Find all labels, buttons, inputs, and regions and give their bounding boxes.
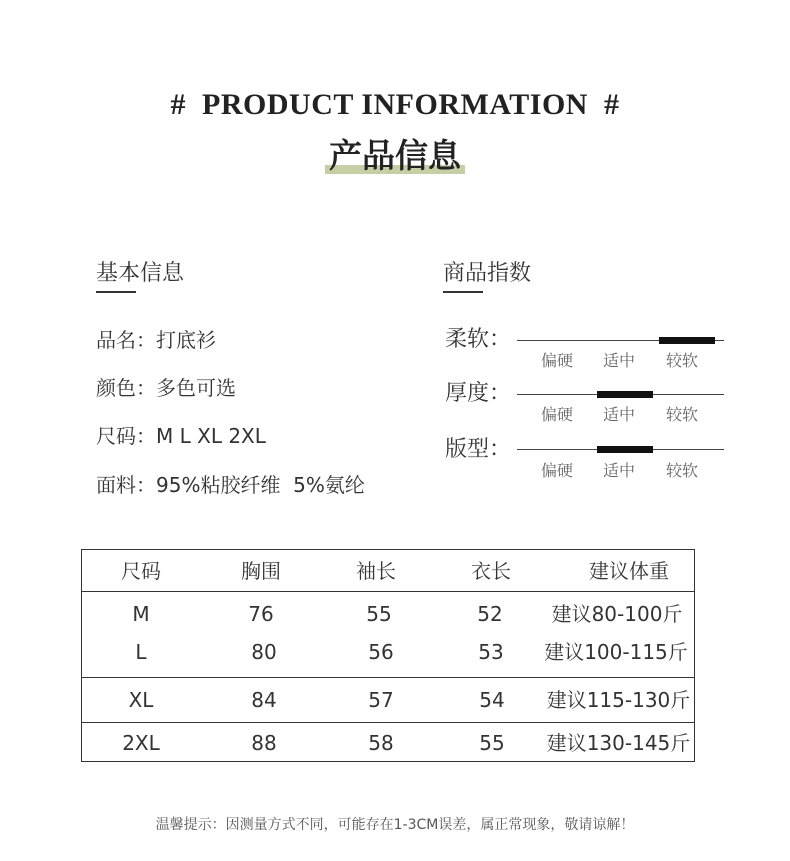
table-cell-length: 55 <box>479 731 505 755</box>
index-marker-softness <box>659 337 715 344</box>
table-cell-chest: 84 <box>251 688 277 712</box>
scale-label-soft: 较软 <box>665 405 698 424</box>
table-cell-chest: 88 <box>251 731 277 755</box>
table-divider <box>82 591 694 592</box>
table-cell-weight: 建议100-115斤 <box>544 640 688 664</box>
table-cell-size: L <box>135 640 147 664</box>
basic-info-underline <box>96 291 136 293</box>
info-row-fabric: 面料：95%粘胶纤维 5%氨纶 <box>96 473 365 497</box>
table-cell-length: 54 <box>479 688 505 712</box>
info-row-size: 尺码：M L XL 2XL <box>96 424 266 448</box>
table-cell-weight: 建议130-145斤 <box>546 731 691 755</box>
scale-label-soft: 较软 <box>665 461 698 480</box>
table-cell-size: M <box>132 602 150 626</box>
table-cell-size: XL <box>128 688 154 712</box>
table-cell-weight: 建议115-130斤 <box>546 688 691 712</box>
index-marker-fit <box>597 446 653 453</box>
info-row-name: 品名：打底衫 <box>96 328 216 352</box>
scale-label-soft: 较软 <box>665 351 698 370</box>
index-label-fit: 版型： <box>445 437 512 462</box>
table-header-sleeve: 袖长 <box>356 559 396 583</box>
table-cell-sleeve: 58 <box>368 731 394 755</box>
scale-label-hard: 偏硬 <box>540 405 573 424</box>
chinese-title-text: 产品信息 <box>329 136 461 175</box>
table-cell-length: 53 <box>478 640 504 664</box>
table-cell-size: 2XL <box>122 731 160 755</box>
table-cell-sleeve: 56 <box>368 640 394 664</box>
basic-info-heading: 基本信息 <box>96 261 185 286</box>
product-index-underline <box>443 291 483 293</box>
scale-label-medium: 适中 <box>602 405 635 424</box>
product-index-heading: 商品指数 <box>443 261 532 286</box>
table-cell-sleeve: 57 <box>368 688 394 712</box>
english-title: # PRODUCT INFORMATION # <box>170 88 620 121</box>
table-divider <box>82 722 694 723</box>
table-header-size: 尺码 <box>121 559 161 583</box>
chinese-title-wrap <box>0 136 790 176</box>
chinese-title <box>325 136 465 176</box>
index-marker-thickness <box>597 391 653 398</box>
table-cell-chest: 80 <box>251 640 277 664</box>
table-header-weight: 建议体重 <box>589 559 669 583</box>
info-row-color: 颜色：多色可选 <box>96 376 236 400</box>
scale-label-medium: 适中 <box>602 351 635 370</box>
table-header-length: 衣长 <box>471 559 511 583</box>
table-cell-sleeve: 55 <box>366 602 392 626</box>
scale-label-hard: 偏硬 <box>540 461 573 480</box>
scale-label-medium: 适中 <box>602 461 635 480</box>
table-cell-length: 52 <box>477 602 503 626</box>
table-header-chest: 胸围 <box>241 559 281 583</box>
index-label-thickness: 厚度： <box>445 381 512 406</box>
size-table <box>81 549 695 762</box>
scale-label-hard: 偏硬 <box>540 351 573 370</box>
index-label-softness: 柔软： <box>445 327 512 352</box>
footer-note: 温馨提示：因测量方式不同，可能存在1-3CM误差，属正常现象，敬请谅解！ <box>155 817 635 833</box>
table-cell-weight: 建议80-100斤 <box>551 602 683 626</box>
table-divider <box>82 677 694 678</box>
table-cell-chest: 76 <box>248 602 274 626</box>
